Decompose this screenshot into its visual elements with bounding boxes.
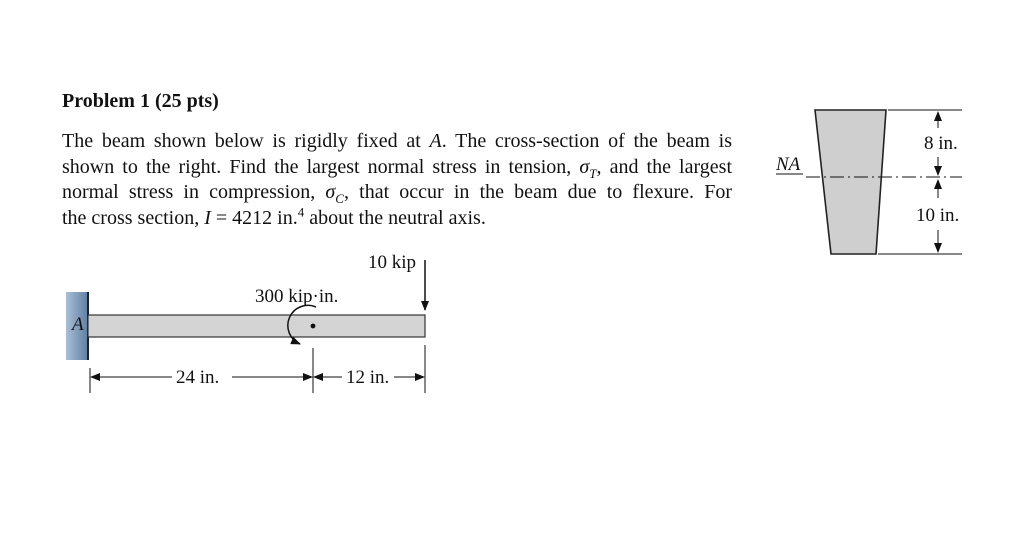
moment-point [311,324,316,329]
problem-title: Problem 1 (25 pts) [62,90,219,112]
dim-24-label: 24 in. [176,367,220,388]
text-run: = 4212 in. [210,206,298,229]
text-run: The beam shown below is rigidly fixed at [62,130,421,152]
point-a-ref: A [429,130,442,152]
support-label: A [72,314,84,335]
text-run: . The cross-section of the beam is [441,130,732,152]
beam-figure [66,252,425,393]
dim-bottom-label: 10 in. [916,205,960,226]
text-run: normal stress in compression, [62,181,316,203]
subscript-c: C [335,191,344,206]
point-load-label: 10 kip [368,252,417,273]
moment-label: 300 kip·in. [255,286,339,307]
dim-top-label: 8 in. [924,133,958,154]
cross-section-figure [775,110,962,254]
text-run: about the neutral axis. [304,206,486,229]
text-run: the cross section, [62,206,200,229]
sigma-symbol: σ [325,181,336,203]
inertia-symbol: I [204,206,211,229]
beam-body [88,315,425,337]
text-run: , and the largest [596,155,733,178]
sigma-symbol: σ [579,155,590,178]
neutral-axis-label: NA [776,154,801,175]
subscript-t: T [589,165,597,181]
section-shape [815,110,886,254]
exponent: 4 [297,203,305,219]
text-run: shown to the right. Find the largest normal stress in tension, [62,155,572,178]
dim-12-label: 12 in. [346,367,390,388]
text-run: , that occur in the beam due to flexure. For [343,181,733,203]
